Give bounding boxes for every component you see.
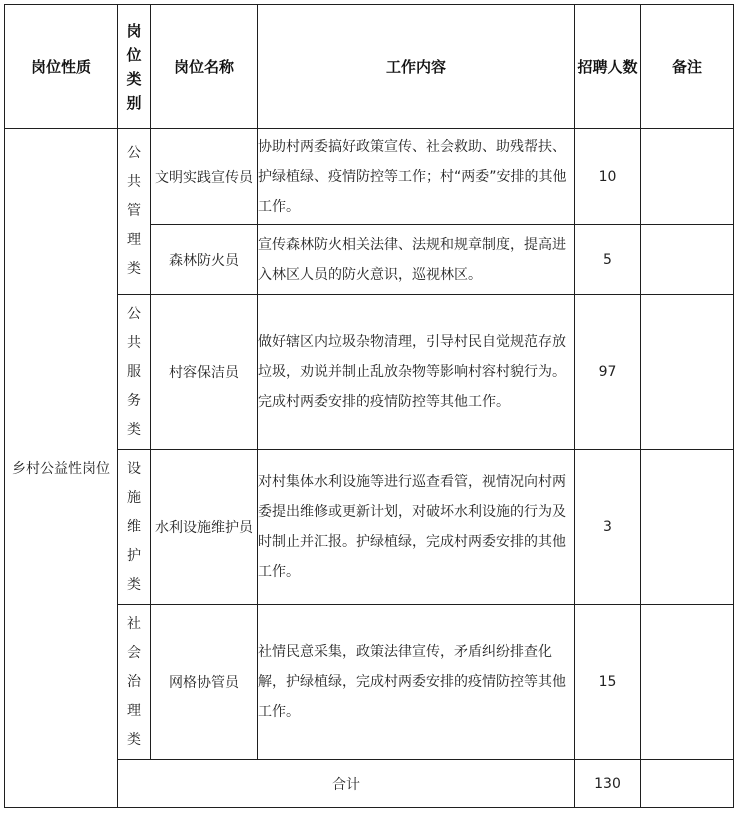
remark-cell <box>641 605 734 760</box>
remark-cell <box>641 129 734 225</box>
header-nature: 岗位性质 <box>5 5 118 129</box>
header-category: 岗 位 类 别 <box>118 5 151 129</box>
total-remark <box>641 760 734 808</box>
total-label: 合计 <box>118 760 575 808</box>
work-content-cell: 对村集体水利设施等进行巡查看管，视情况向村两委提出维修或更新计划，对破坏水利设施的行为及时制止并汇报。护绿植绿，完成村两委安排的其他工作。 <box>258 450 575 605</box>
headcount-cell: 15 <box>575 605 641 760</box>
position-name-cell: 文明实践宣传员 <box>151 129 258 225</box>
nature-cell: 乡村公益性岗位 <box>5 129 118 808</box>
headcount-cell: 97 <box>575 295 641 450</box>
remark-cell <box>641 450 734 605</box>
work-content-cell: 宣传森林防火相关法律、法规和规章制度，提高进入林区人员的防火意识，巡视林区。 <box>258 225 575 295</box>
position-name-cell: 网格协管员 <box>151 605 258 760</box>
position-name-cell: 森林防火员 <box>151 225 258 295</box>
header-row <box>5 5 734 129</box>
category-cell-social-governance: 社 会 治 理 类 <box>118 605 151 760</box>
headcount-cell: 5 <box>575 225 641 295</box>
category-cell-facility-maintenance: 设 施 维 护 类 <box>118 450 151 605</box>
header-name: 岗位名称 <box>151 5 258 129</box>
table-row <box>5 129 734 225</box>
work-content-cell: 做好辖区内垃圾杂物清理，引导村民自觉规范存放垃圾，劝说并制止乱放杂物等影响村容村貌行为。完成村两委安排的疫情防控等其他工作。 <box>258 295 575 450</box>
headcount-cell: 3 <box>575 450 641 605</box>
recruitment-table <box>4 4 734 808</box>
header-remark: 备注 <box>641 5 734 129</box>
position-name-cell: 水利设施维护员 <box>151 450 258 605</box>
work-content-cell: 协助村两委搞好政策宣传、社会救助、助残帮扶、护绿植绿、疫情防控等工作；村“两委”安排的其他工作。 <box>258 129 575 225</box>
category-cell-public-management: 公 共 管 理 类 <box>118 129 151 295</box>
header-content: 工作内容 <box>258 5 575 129</box>
header-count: 招聘人数 <box>575 5 641 129</box>
position-name-cell: 村容保洁员 <box>151 295 258 450</box>
category-cell-public-service: 公 共 服 务 类 <box>118 295 151 450</box>
remark-cell <box>641 225 734 295</box>
work-content-cell: 社情民意采集，政策法律宣传，矛盾纠纷排查化解，护绿植绿，完成村两委安排的疫情防控等其他工作。 <box>258 605 575 760</box>
headcount-cell: 10 <box>575 129 641 225</box>
remark-cell <box>641 295 734 450</box>
total-count: 130 <box>575 760 641 808</box>
